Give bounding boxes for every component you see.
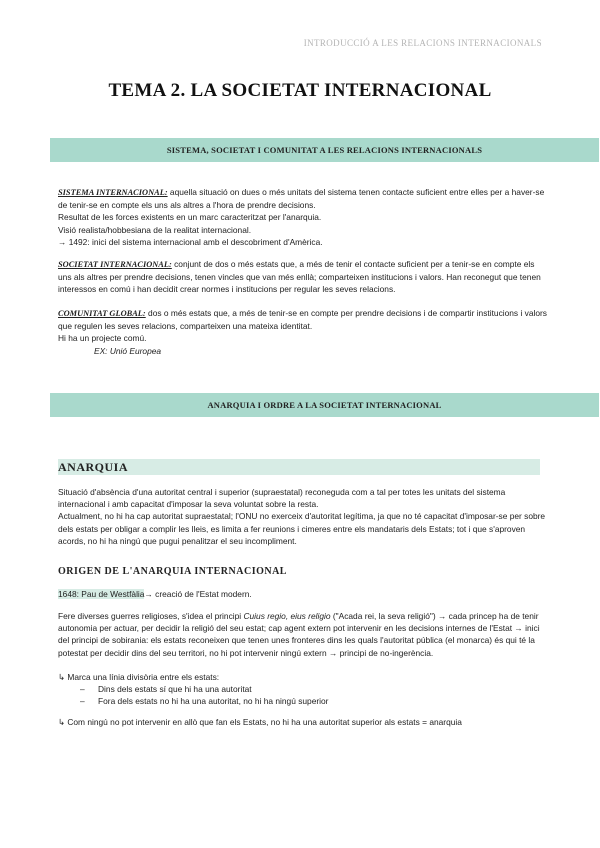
bullet-line: ↳ Marca una línia divisòria entre els estats:: [58, 672, 220, 682]
anarquia-body: [58, 486, 548, 547]
term-societat: SOCIETAT INTERNACIONAL:: [58, 260, 172, 269]
heading-anarquia: ANARQUIA: [58, 459, 540, 475]
date-line: [58, 588, 548, 600]
section-band-anarquia: [50, 393, 599, 417]
origen-date: [58, 588, 548, 600]
definition-line: Hi ha un projecte comú.: [58, 333, 147, 344]
section-band-label: ANARQUIA I ORDRE A LA SOCIETAT INTERNACIONAL: [207, 400, 442, 410]
bullet-line: ↳ Com ningú no pot intervenir en allò que fan els Estats, no hi ha una autoritat superior als estats = anarquia: [58, 717, 462, 727]
origen-body: [58, 610, 548, 659]
definition-line: Resultat de les forces existents en un marc caracteritzat per l'anarquia.: [58, 212, 322, 223]
origen-conclusion: [58, 716, 548, 728]
dash-marker: –: [80, 684, 85, 695]
origen-bullets: [58, 671, 548, 708]
definition-sistema: [58, 186, 548, 248]
definition-line: Visió realista/hobbesiana de la realitat internacional.: [58, 224, 252, 235]
running-header: INTRODUCCIÓ A LES RELACIONS INTERNACIONALS: [303, 38, 542, 48]
sub-bullet-text: Dins dels estats sí que hi ha una autoritat: [98, 684, 252, 695]
definition-line: [58, 307, 548, 332]
body-text: ("Acada rei, la seva religió") → cada princep ha de tenir autonomia per actuar, per decidir la religió del seu estat; cap agent extern pot intervenir en les decisions internes de l'Estat → inici del principi de sobirania: els estats reconeixen que tenen unes fronteres dins les quals l'autoritat pública (el monarca) és qui té la potestat per decidir dins del seu territori, no hi pot intervenir ningú extern → principi de no-ingerència.: [58, 611, 540, 658]
body-text: Fere diverses guerres religioses, s'idea el principi: [58, 611, 244, 621]
section-band-sistema: [50, 138, 599, 162]
example-line: EX: Unió Europea: [94, 345, 162, 356]
definition-text: aquella situació on dues o més unitats del sistema tenen contacte suficient entre elles per a haver-se de tenir-se en compte els uns als altres a l'hora de prendre decisions.: [58, 187, 545, 211]
body-paragraph: Actualment, no hi ha cap autoritat supraestatal; l'ONU no exerceix d'autoritat legítima, ja que no té capacitat d'imposar-se per sobre dels estats per obligar a complir les lleis, es limita a fer reunions i cimeres entre els mandataris dels Estats; tot i que s'aproven acords, no hi ha ningú que pugui penalitzar el seu incompliment.: [58, 511, 546, 546]
definition-societat: [58, 258, 548, 296]
body-paragraph: [58, 610, 548, 659]
dash-marker: –: [80, 696, 85, 707]
term-sistema: SISTEMA INTERNACIONAL:: [58, 188, 168, 197]
date-highlight: 1648: Pau de Westfàlia: [58, 589, 145, 599]
definition-comunitat: [58, 307, 548, 357]
body-paragraph: Situació d'absència d'una autoritat central i superior (supraestatal) reconeguda com a tal per totes les unitats del sistema internacional i amb capacitat d'imposar la seva voluntat sobre la resta.: [58, 487, 506, 510]
heading-origen: ORIGEN DE L'ANARQUIA INTERNACIONAL: [58, 566, 287, 577]
term-comunitat: COMUNITAT GLOBAL:: [58, 309, 146, 318]
definition-line: → 1492: inici del sistema internacional amb el descobriment d'Amèrica.: [58, 236, 323, 247]
sub-bullet-text: Fora dels estats no hi ha una autoritat, no hi ha ningú superior: [98, 696, 329, 707]
latin-phrase: Cuius regio, eius religio: [243, 611, 331, 621]
definition-text: conjunt de dos o més estats que, a més de tenir el contacte suficient per a tenir-se en compte els uns als altres per prendre decisions, tenen vincles que van més enllà; comparteixen institucions i valors. Han reconegut que tenen interessos en comú i han decidit crear normes i institucions per regular les seves relacions.: [58, 259, 541, 295]
definition-text: dos o més estats que, a més de tenir-se en compte per prendre decisions i de compartir institucions i valors que regulen les seves relacions, comparteixen una mateixa identitat.: [58, 308, 547, 332]
definition-line: [58, 186, 548, 211]
section-band-label: SISTEMA, SOCIETAT I COMUNITAT A LES RELACIONS INTERNACIONALS: [166, 145, 483, 155]
sub-bullet: [58, 695, 548, 707]
page-title: TEMA 2. LA SOCIETAT INTERNACIONAL: [108, 80, 492, 101]
sub-bullet: [58, 683, 548, 695]
definition-line: [58, 258, 548, 296]
date-rest: → creació de l'Estat modern.: [144, 589, 252, 599]
